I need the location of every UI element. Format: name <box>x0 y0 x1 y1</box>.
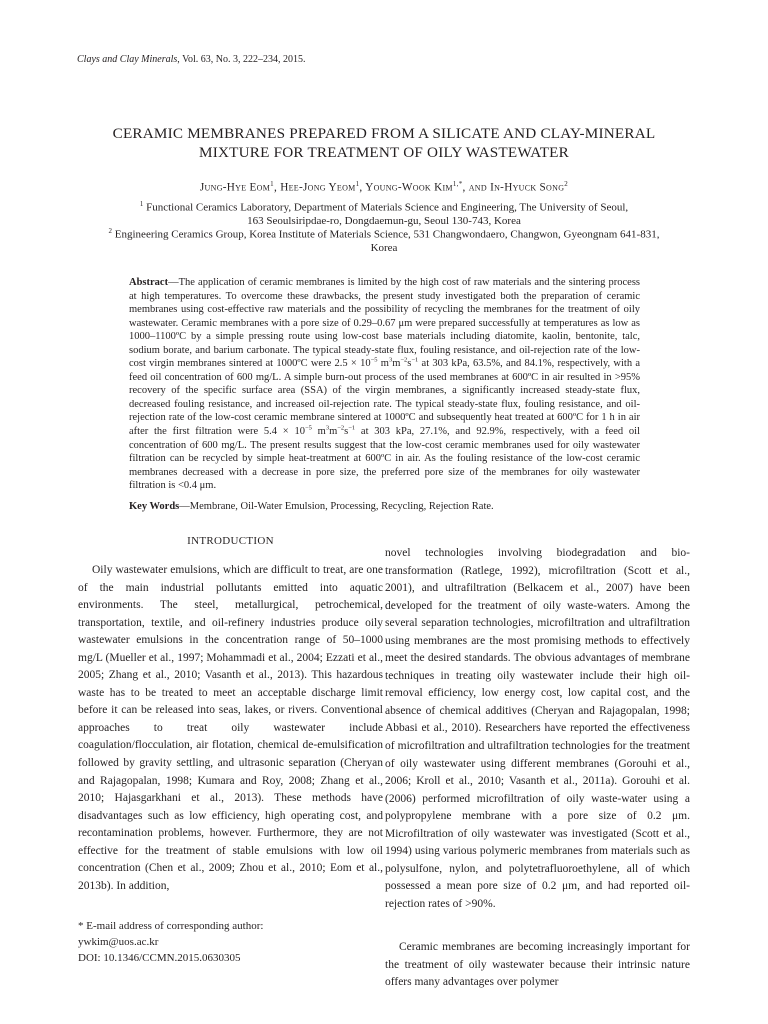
author-conjunction: , and <box>462 181 491 194</box>
footnote-email-label: * E-mail address of corresponding author: <box>78 920 264 932</box>
affiliation-1-line-1: Functional Ceramics Laboratory, Department of Materials Science and Engineering, The University of Seoul, <box>146 201 629 214</box>
author-2-affiliation: 1 <box>355 180 360 188</box>
affiliation-1-line-2: 163 Seoulsiripdae-ro, Dongdaemun-gu, Seoul 130-743, Korea <box>247 215 521 228</box>
abstract-label: Abstract <box>129 277 169 288</box>
journal-volume: , Vol. 63, No. 3, 222–234, 2015. <box>177 54 306 65</box>
affiliation-2-line-1: Engineering Ceramics Group, Korea Institute of Materials Science, 531 Changwondaero, Changwon, Gyeongnam 641-831, <box>114 228 660 241</box>
author-4: In-Hyuck Song <box>490 181 565 194</box>
author-2: Hee-Jong Yeom <box>280 181 356 194</box>
author-4-affiliation: 2 <box>564 180 569 188</box>
author-1-affiliation: 1 <box>270 180 274 188</box>
key-words-text: —Membrane, Oil-Water Emulsion, Processing, Recycling, Rejection Rate. <box>179 501 494 512</box>
paper-title <box>60 124 708 162</box>
footnote <box>78 918 383 966</box>
title-line-2: MIXTURE FOR TREATMENT OF OILY WASTEWATER <box>199 144 569 161</box>
abstract: Abstract—The application of ceramic membranes is limited by the high cost of raw materials and the sintering process at high temperatures. To overcome these drawbacks, the present study investigated both the preparation of ceramic membranes using cost-effective raw materials and the possibility of recycling the membranes for the treatment of oily wastewater. Ceramic membranes with a pore size of 0.29–0.67 μm were prepared successfully at temperatures as low as 1000–1100ºC by a simple pressing route using low-cost base materials including diatomite, kaolin, bentonite, talc, sodium borate, and barium carbonate. The typical steady-state flux, fouling resistance, and oil-rejection rate of the low-cost virgin membranes sintered at 1000ºC were $2.5 \times 10^{-5}$ $m^3m^{-2}s^{-1}$ at 303 kPa, 63.5%, and 84.1%, respectively, with a feed oil concentration of 600 mg/L. A simple burn-out process of the used membranes at 600ºC in air resulted in >95% recovery of the specific surface area (SSA) of the virgin membranes, a significantly increased steady-state flux, decreased fouling resistance, and increased oil-rejection rate. The typical steady-state flux, fouling resistance, and oil-rejection rate of the low-cost ceramic membrane sintered at 1000ºC and subsequently heat treated at 600ºC for 1 h in air after the first filtration were $5.4 \times 10^{-5}$ $m^3m^{-2}s^{-1}$ at 303 kPa, 27.1%, and 92.9%, respectively, with a feed oil concentration of 600 mg/L. The present results suggest that the low-cost ceramic membranes used for oily wastewater filtration can be recycled by simple heat-treatment at 600ºC in air. As the fouling resistance of the low-cost ceramic membranes decreased with a decrease in pore size, the preferred pore size of the membranes for oily wastewater filtration is <0.4 μm. <box>129 277 640 492</box>
author-1: Jung-Hye Eom <box>199 181 271 194</box>
author-3: Young-Wook Kim <box>365 181 453 194</box>
introduction-paragraph-right-2: Ceramic membranes are becoming increasingly important for the treatment of oily wastewater because their intrinsic nature offers many advantages over polymer <box>385 941 690 989</box>
footnote-doi: DOI: 10.1346/CCMN.2015.0630305 <box>78 952 241 964</box>
author-3-affiliation: 1,* <box>452 180 463 188</box>
introduction-paragraph-left: Oily wastewater emulsions, which are difficult to treat, are one of the main industrial pollutants emitted into aquatic environments. The steel, metallurgical, petrochemical, transportation, textile, and oil-refinery industries produce oily wastewater emulsions in the concentration range of 50–1000 mg/L (Mueller et al., 1997; Mohammadi et al., 2004; Ezzati et al., 2005; Zhang et al., 2010; Vasanth et al., 2013). This hazardous waste has to be treated to meet an acceptable discharge limit before it can be released into seas, lakes, or rivers. Conventional approaches to treat oily wastewater include coagulation/flocculation, air flotation, chemical de-emulsification followed by gravity settling, and ultrasonic separation (Cheryan and Rajagopalan, 1998; Kumara and Roy, 2008; Zhang et al., 2010; Hajasgarkhani et al., 2013). These methods have disadvantages such as low efficiency, high operating cost, and recontamination problems, however. Furthermore, they are not effective for the treatment of stable emulsions with low oil concentration (Chen et al., 2009; Zhou et al., 2010; Eom et al., 2013b). In addition, <box>78 564 383 892</box>
affiliation-2 <box>66 225 702 256</box>
key-words <box>129 501 640 512</box>
affiliation-1-number: 1 <box>139 200 144 208</box>
introduction-paragraph-right: novel technologies involving biodegradation and bio-transformation (Ratlege, 1992), microfiltration (Scott et al., 2001), and ultrafiltration (Belkacem et al., 2007) have been developed for the treatment of oily waste-waters. Among the several separation technologies, microfiltration and ultrafiltration using membranes are the most promising methods to effectively meet the desired standards. The obvious advantages of membrane techniques in treating oily wastewater include their high oil-removal efficiency, low energy cost, low capital cost, and the absence of chemical additives (Cheryan and Rajagopalan, 1998; Abbasi et al., 2010). Researchers have reported the effectiveness of microfiltration and ultrafiltration technologies for the treatment of oily wastewater using different membranes (Gorouhi et al., 2006; Kroll et al., 2010; Vasanth et al., 2011a). Gorouhi et al. (2006) performed microfiltration of oily waste-water using a polypropylene membrane with a pore size of 0.2 μm. Microfiltration of oily wastewater was investigated (Scott et al., 1994) using various polymeric membranes from materials such as polysulfone, nylon, and polytetrafluoroethylene, all of which possessed a mean pore size of 0.2 μm, and had reported oil-rejection rates of >90%. <box>385 547 690 910</box>
footnote-email: ywkim@uos.ac.kr <box>78 936 159 948</box>
author-list: Jung-Hye Eom$^1$, Hee-Jong Yeom$^1$, Young-Wook Kim$^{1,*}$, and In-Hyuck Song$^2$ <box>199 180 569 194</box>
section-heading-introduction: INTRODUCTION <box>187 535 274 547</box>
journal-citation <box>77 54 306 65</box>
key-words-label: Key Words <box>129 501 180 512</box>
journal-name: Clays and Clay Minerals <box>77 54 178 65</box>
affiliation-2-number: 2 <box>108 227 113 235</box>
title-line-1: CERAMIC MEMBRANES PREPARED FROM A SILICATE AND CLAY-MINERAL <box>112 125 656 142</box>
affiliation-2-line-2: Korea <box>370 242 398 255</box>
